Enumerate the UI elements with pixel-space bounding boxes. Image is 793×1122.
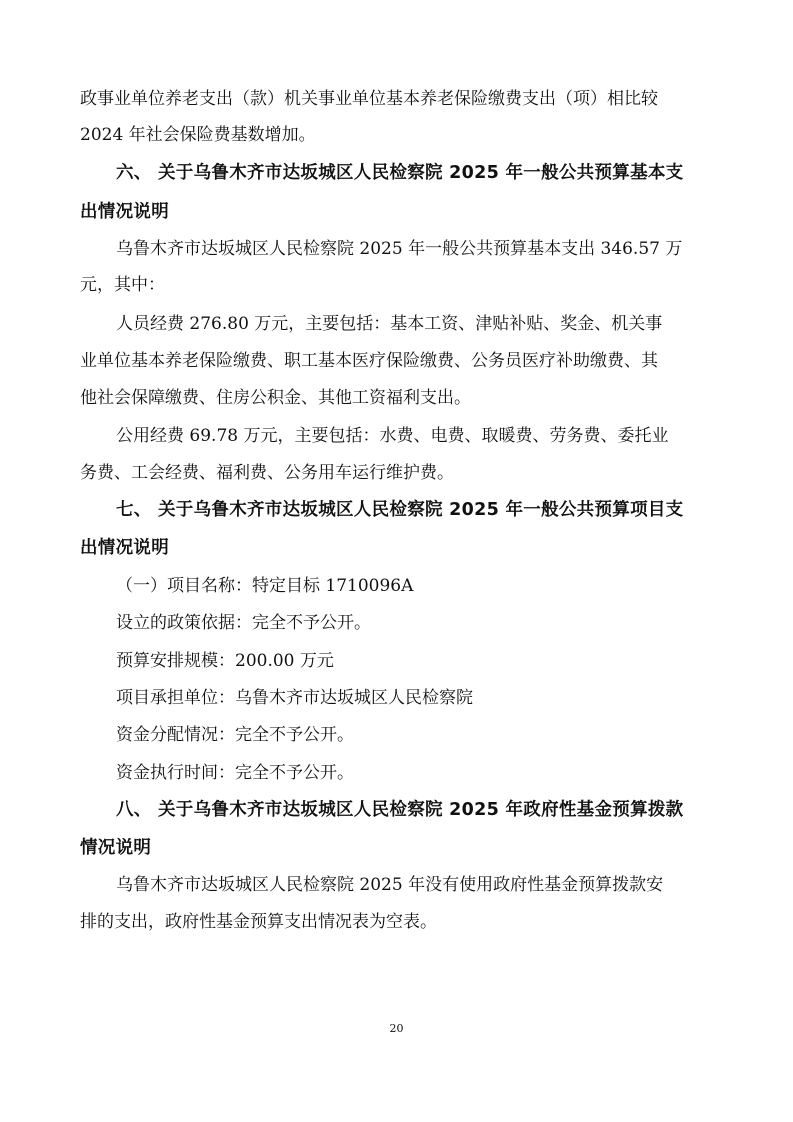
body-line: 设立的政策依据：完全不予公开。: [116, 613, 371, 633]
section-heading-8-cont: 情况说明: [80, 838, 152, 858]
body-line: 排的支出，政府性基金预算支出情况表为空表。: [80, 912, 437, 932]
section-heading-6: 六、 关于乌鲁木齐市达坂城区人民检察院 2025 年一般公共预算基本支: [116, 163, 684, 183]
section-heading-6-cont: 出情况说明: [80, 202, 169, 222]
body-line: 他社会保障缴费、住房公积金、其他工资福利支出。: [80, 388, 471, 408]
body-line: 业单位基本养老保险缴费、职工基本医疗保险缴费、公务员医疗补助缴费、其: [80, 351, 658, 371]
body-line: 元，其中：: [80, 275, 165, 295]
body-line: 公用经费 69.78 万元，主要包括：水费、电费、取暖费、劳务费、委托业: [116, 426, 669, 446]
body-line: 人员经费 276.80 万元，主要包括：基本工资、津贴补贴、奖金、机关事: [116, 314, 663, 334]
body-line: （一）项目名称：特定目标 1710096A: [116, 576, 414, 596]
body-line: 预算安排规模：200.00 万元: [116, 651, 334, 671]
body-line: 乌鲁木齐市达坂城区人民检察院 2025 年没有使用政府性基金预算拨款安: [116, 875, 664, 895]
body-line: 务费、工会经费、福利费、公务用车运行维护费。: [80, 463, 454, 483]
body-line: 2024 年社会保险费基数增加。: [80, 125, 316, 145]
page-number: 20: [389, 1022, 404, 1035]
section-heading-7-cont: 出情况说明: [80, 538, 169, 558]
body-line: 政事业单位养老支出（款）机关事业单位基本养老保险缴费支出（项）相比较: [80, 89, 658, 109]
body-line: 项目承担单位：乌鲁木齐市达坂城区人民检察院: [116, 688, 473, 708]
body-line: 乌鲁木齐市达坂城区人民检察院 2025 年一般公共预算基本支出 346.57 万: [116, 239, 683, 259]
section-heading-7: 七、 关于乌鲁木齐市达坂城区人民检察院 2025 年一般公共预算项目支: [116, 500, 684, 520]
body-line: 资金分配情况：完全不予公开。: [116, 725, 354, 745]
section-heading-8: 八、 关于乌鲁木齐市达坂城区人民检察院 2025 年政府性基金预算拨款: [116, 800, 684, 820]
body-line: 资金执行时间：完全不予公开。: [116, 763, 354, 783]
